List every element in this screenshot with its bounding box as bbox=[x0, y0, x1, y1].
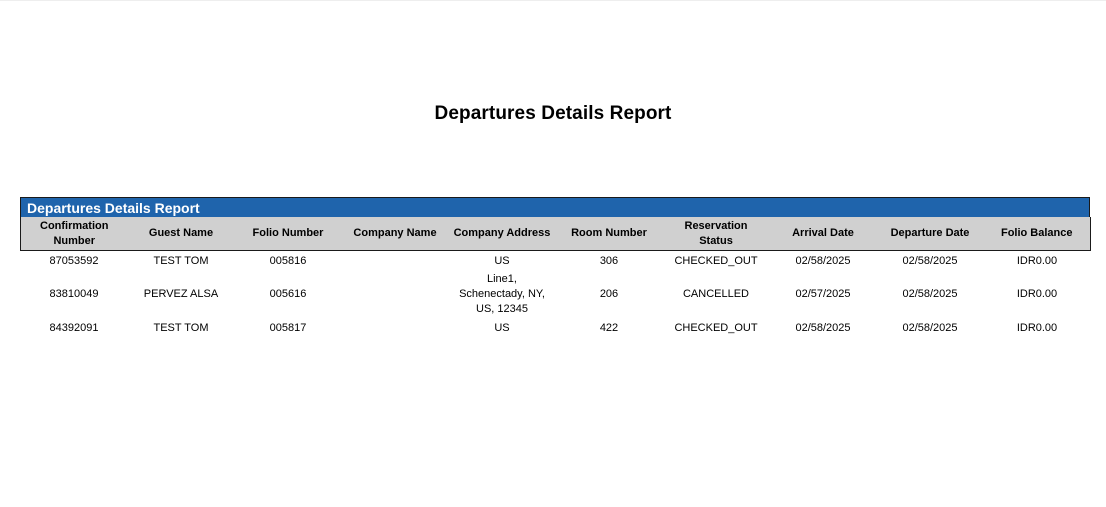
departures-table bbox=[20, 217, 1091, 338]
table-row bbox=[21, 271, 1091, 318]
cell-departure-date: 02/58/2025 bbox=[902, 288, 958, 300]
cell-departure-date: 02/58/2025 bbox=[902, 254, 958, 267]
report-table-section bbox=[20, 197, 1090, 338]
column-header-room-number: Room Number bbox=[556, 217, 663, 251]
cell-folio-balance: IDR0.00 bbox=[1016, 288, 1058, 300]
cell-arrival-date: 02/58/2025 bbox=[795, 321, 851, 334]
table-row bbox=[21, 251, 1091, 272]
column-header-arrival-date: Arrival Date bbox=[770, 217, 877, 251]
cell-room-number: 306 bbox=[599, 254, 619, 267]
cell-guest-name: TEST TOM bbox=[153, 254, 209, 267]
cell-company-name bbox=[342, 318, 449, 338]
cell-company-address: US bbox=[494, 254, 510, 267]
cell-arrival-date: 02/57/2025 bbox=[795, 288, 851, 300]
cell-company-address: Line1, Schenectady, NY, US, 12345 bbox=[459, 273, 545, 315]
cell-reservation-status: CHECKED_OUT bbox=[674, 254, 758, 267]
column-header-reservation-status: Reservation Status bbox=[663, 217, 770, 251]
report-title: Departures Details Report bbox=[434, 103, 672, 124]
cell-arrival-date: 02/58/2025 bbox=[795, 254, 851, 267]
cell-reservation-status: CANCELLED bbox=[682, 288, 750, 300]
cell-company-name bbox=[342, 251, 449, 272]
column-header-confirmation-number: Confirmation Number bbox=[21, 217, 128, 251]
cell-reservation-status: CHECKED_OUT bbox=[674, 321, 758, 334]
table-banner: Departures Details Report bbox=[20, 197, 1090, 217]
column-header-departure-date: Departure Date bbox=[877, 217, 984, 251]
cell-room-number: 422 bbox=[599, 321, 619, 334]
cell-company-address: US bbox=[494, 321, 510, 334]
cell-departure-date: 02/58/2025 bbox=[902, 321, 958, 334]
cell-confirmation-number: 84392091 bbox=[49, 321, 99, 334]
cell-confirmation-number: 83810049 bbox=[49, 288, 99, 300]
column-header-company-name: Company Name bbox=[342, 217, 449, 251]
table-header-row bbox=[21, 217, 1091, 251]
cell-guest-name: PERVEZ ALSA bbox=[143, 288, 219, 300]
column-header-company-address: Company Address bbox=[449, 217, 556, 251]
column-header-guest-name: Guest Name bbox=[128, 217, 235, 251]
cell-confirmation-number: 87053592 bbox=[49, 254, 99, 267]
cell-folio-number: 005817 bbox=[269, 321, 307, 334]
cell-folio-number: 005616 bbox=[269, 288, 307, 300]
column-header-folio-balance: Folio Balance bbox=[984, 217, 1091, 251]
column-header-folio-number: Folio Number bbox=[235, 217, 342, 251]
cell-guest-name: TEST TOM bbox=[153, 321, 209, 334]
table-row bbox=[21, 318, 1091, 338]
cell-company-name bbox=[342, 271, 449, 318]
cell-folio-balance: IDR0.00 bbox=[1016, 254, 1058, 267]
cell-folio-number: 005816 bbox=[269, 254, 307, 267]
cell-folio-balance: IDR0.00 bbox=[1016, 321, 1058, 334]
cell-room-number: 206 bbox=[599, 288, 619, 300]
